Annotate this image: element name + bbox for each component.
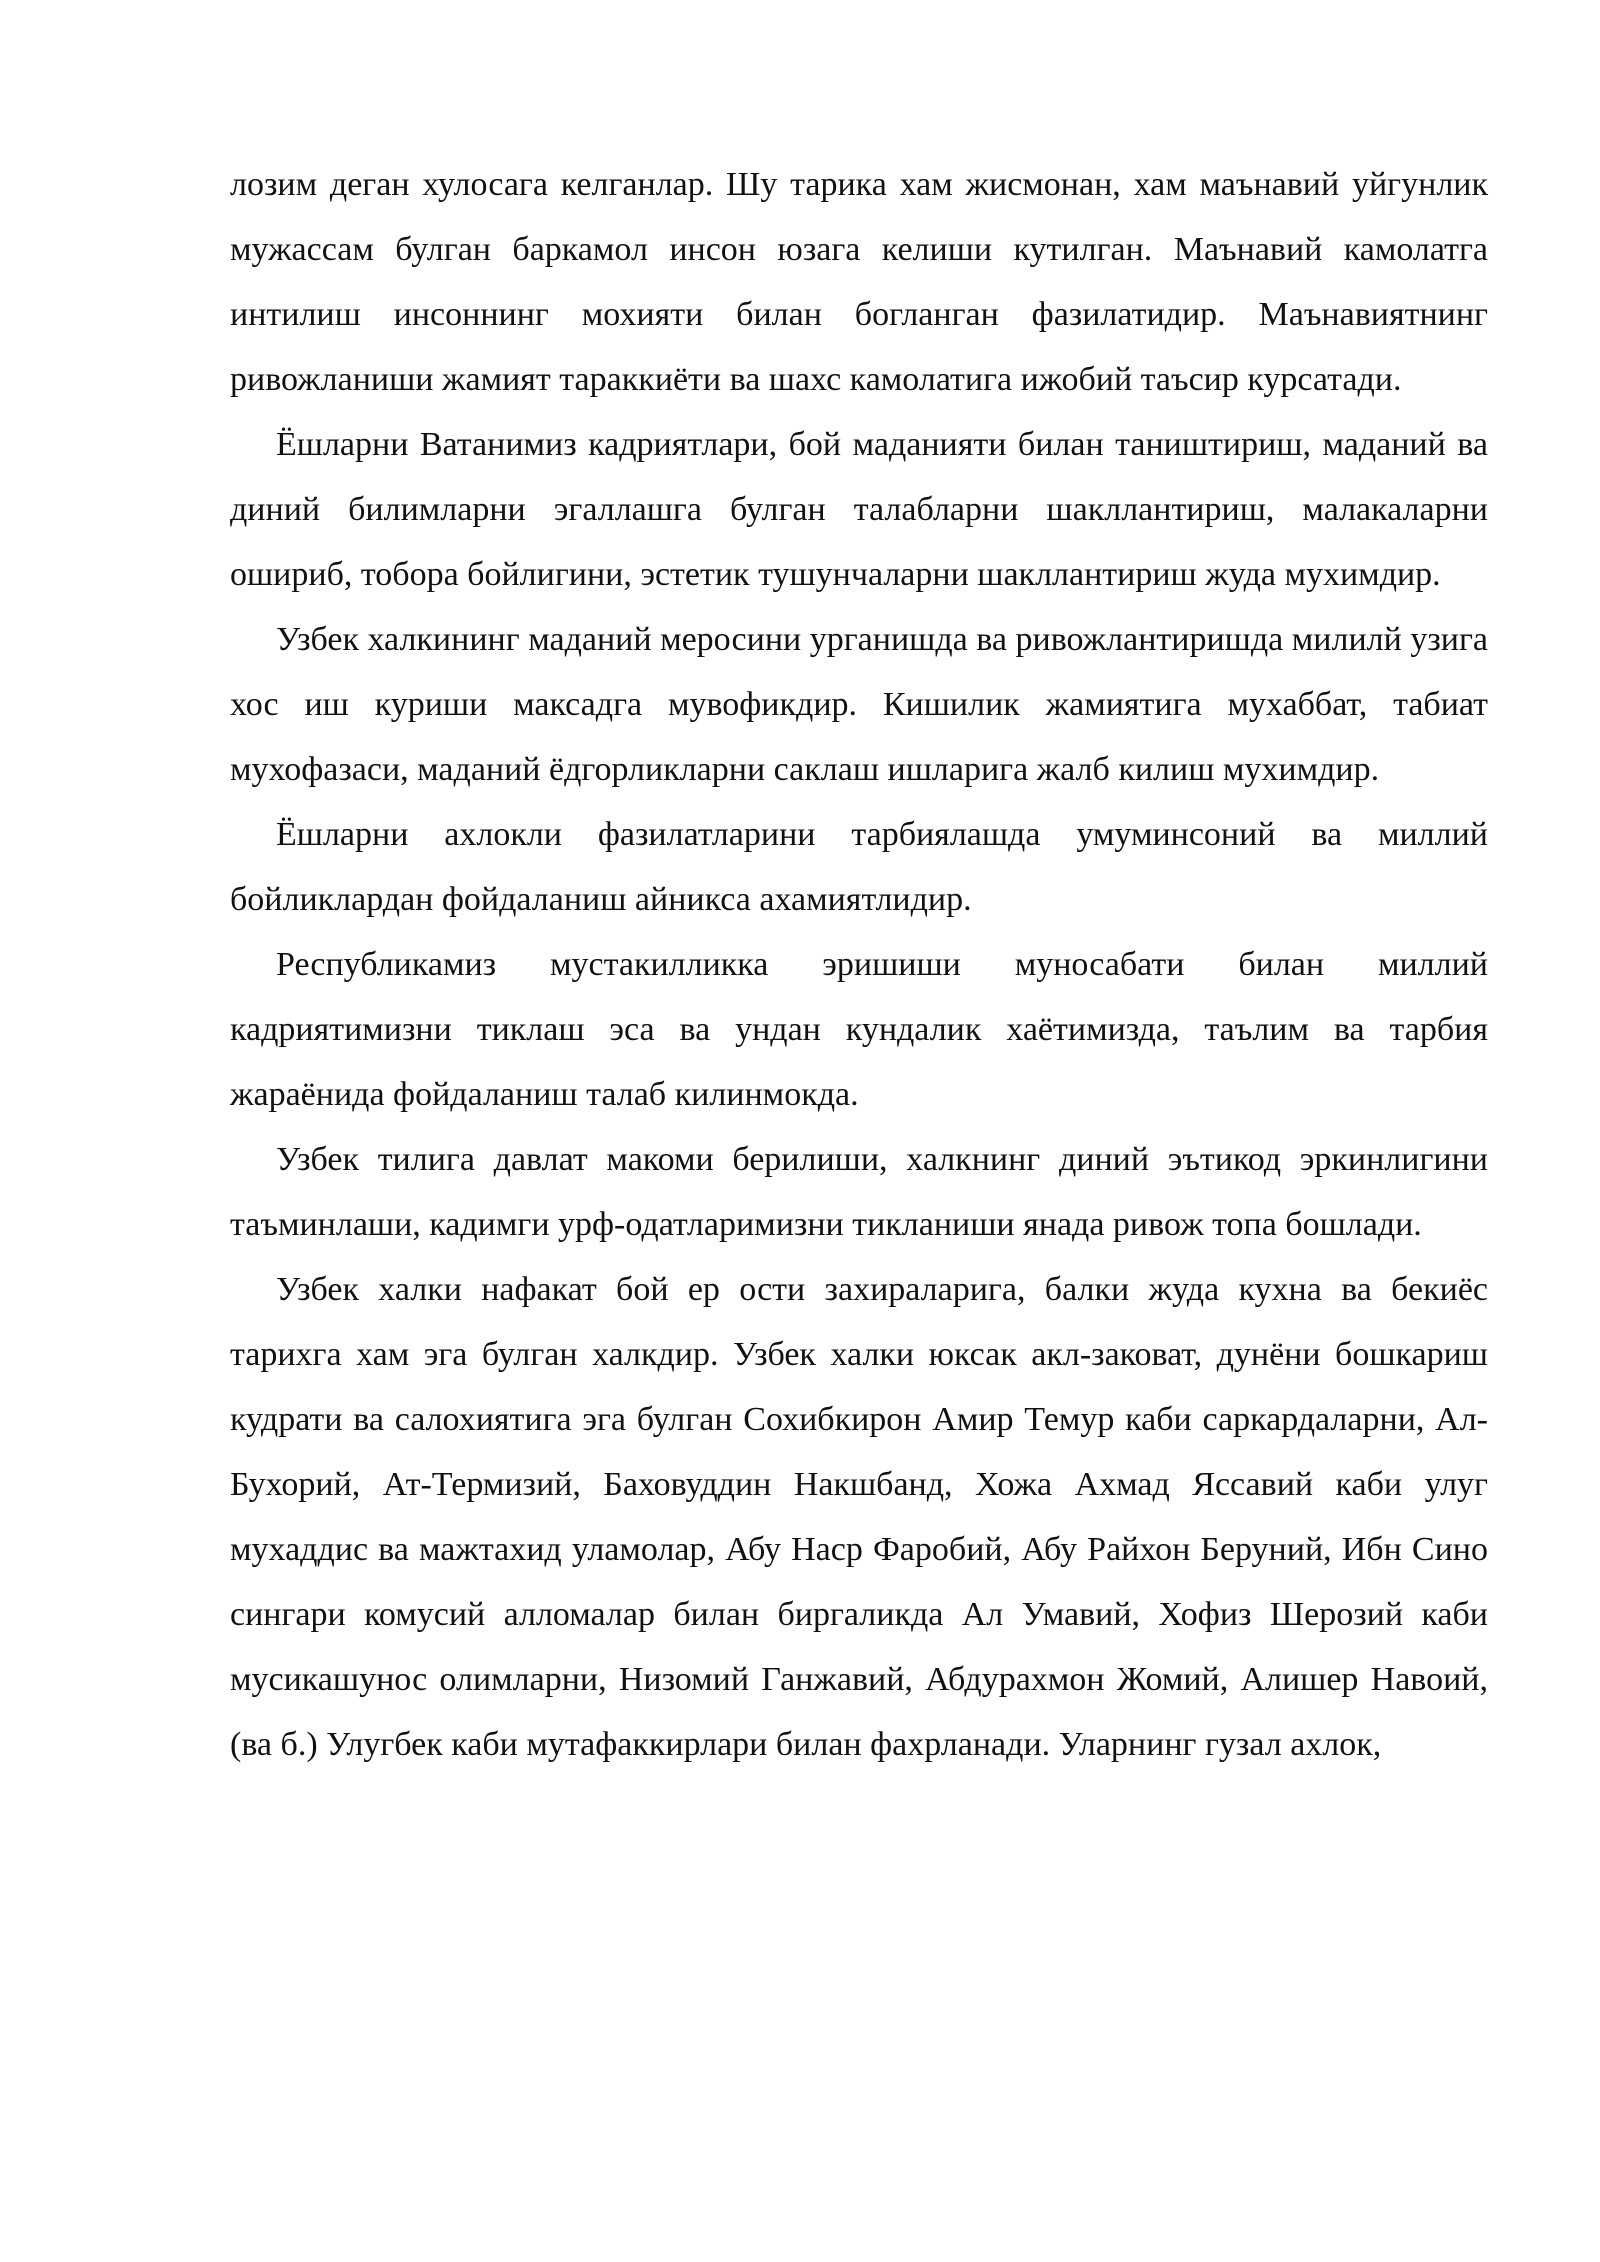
- document-page: [230, 152, 1488, 1777]
- paragraph-3: Узбек халкининг маданий меросини урганишда ва ривожлантиришда милилй узига хос иш куриши максадга мувофикдир. Кишилик жамиятига мухаббат, табиат мухофазаси, маданий ёдгорликларни саклаш ишларига жалб килиш мухимдир.: [230, 621, 1488, 788]
- paragraph-4: Ёшларни ахлокли фазилатларини тарбиялашда умуминсоний ва миллий бойликлардан фойдаланиш айникса ахамиятлидир.: [230, 816, 1488, 918]
- paragraph-6: Узбек тилига давлат макоми берилиши, халкнинг диний эътикод эркинлигини таъминлаши, кадимги урф-одатларимизни тикланиши янада ривож топа бошлади.: [230, 1141, 1488, 1243]
- paragraph-7: Узбек халки нафакат бой ер ости захираларига, балки жуда кухна ва бекиёс тарихга хам эга булган халкдир. Узбек халки юксак акл-заковат, дунёни бошкариш кудрати ва салохиятига эга булган Сохибкирон Амир Темур каби саркардаларни, Ал-Бухорий, Ат-Термизий, Баховуддин Накшбанд, Хожа Ахмад Яссавий каби улуг мухаддис ва мажтахид уламолар, Абу Наср Фаробий, Абу Райхон Беруний, Ибн Сино сингари комусий алломалар билан биргаликда Ал Умавий, Хофиз Шерозий каби мусикашунос олимларни, Низомий Ганжавий, Абдурахмон Жомий, Алишер Навоий, (ва б.) Улугбек каби мутафаккирлари билан фахрланади. Уларнинг гузал ахлок,: [230, 1271, 1488, 1763]
- paragraph-5: Республикамиз мустакилликка эришиши муносабати билан миллий кадриятимизни тиклаш эса ва ундан кундалик хаётимизда, таълим ва тарбия жараёнида фойдаланиш талаб килинмокда.: [230, 946, 1488, 1113]
- paragraph-2: Ёшларни Ватанимиз кадриятлари, бой маданияти билан таништириш, маданий ва диний билимларни эгаллашга булган талабларни шакллантириш, малакаларни ошириб, тобора бойлигини, эстетик тушунчаларни шакллантириш жуда мухимдир.: [230, 426, 1488, 593]
- paragraph-1: лозим деган хулосага келганлар. Шу тарика хам жисмонан, хам маънавий уйгунлик мужассам булган баркамол инсон юзага келиши кутилган. Маънавий камолатга интилиш инсоннинг мохияти билан богланган фазилатидир. Маънавиятнинг ривожланиши жамият тараккиёти ва шахс камолатига ижобий таъсир курсатади.: [230, 166, 1488, 398]
